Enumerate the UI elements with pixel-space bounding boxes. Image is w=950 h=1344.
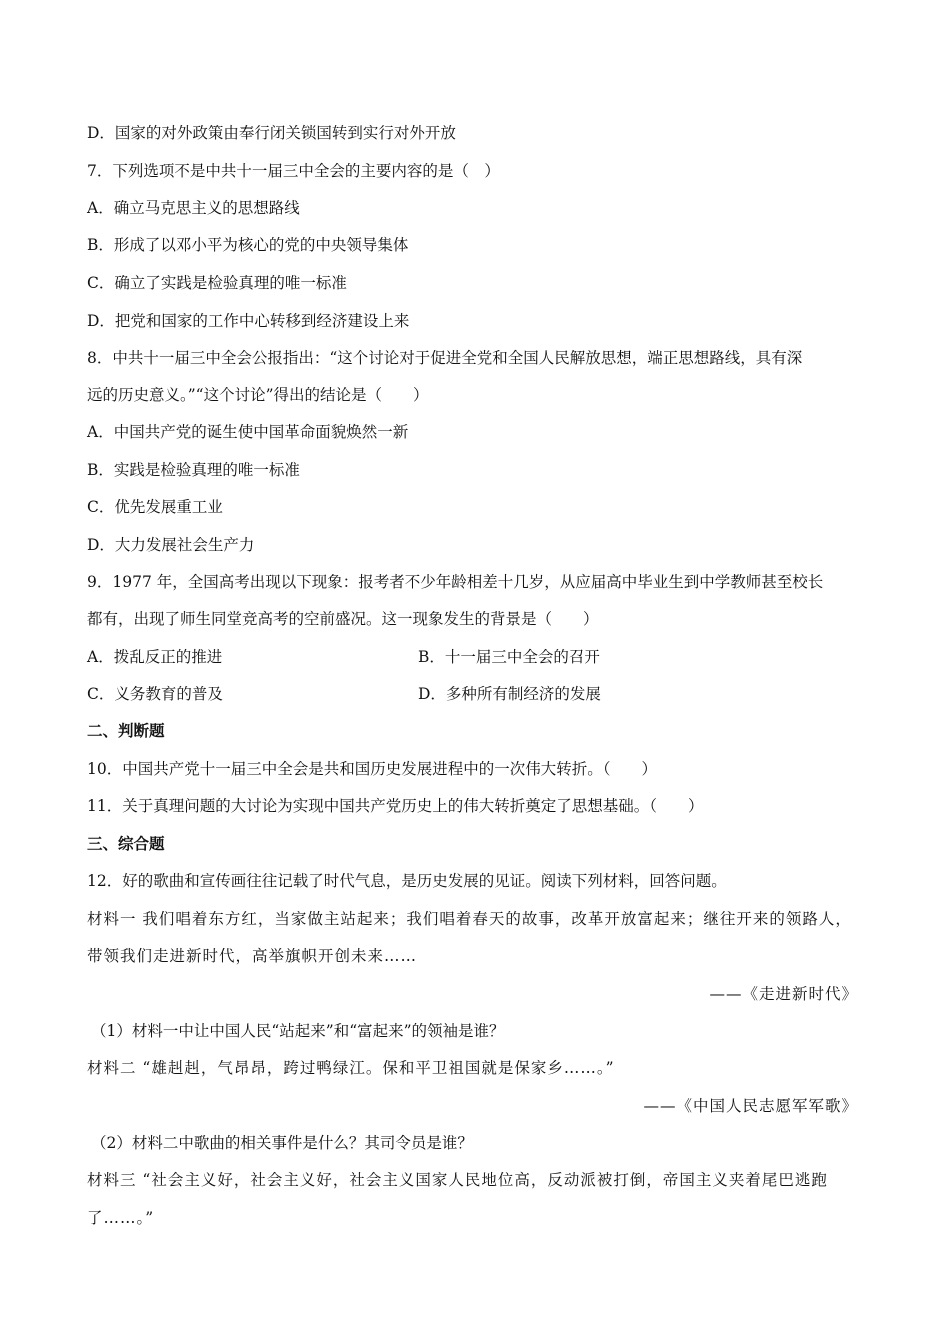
option-a: A．拨乱反正的推进 — [87, 648, 223, 666]
option-c: C．义务教育的普及 — [87, 685, 223, 703]
option-a: A．中国共产党的诞生使中国革命面貌焕然一新 — [87, 423, 409, 441]
question-11-stem: 11．关于真理问题的大讨论为实现中国共产党历史上的伟大转折奠定了思想基础。（ ） — [87, 797, 704, 815]
option-d: D．大力发展社会生产力 — [87, 536, 255, 554]
material-3-text-cont: 了……。” — [87, 1209, 155, 1227]
option-d: D．多种所有制经济的发展 — [418, 685, 601, 703]
material-1-text-cont: 带领我们走进新时代，高举旗帜开创未来…… — [87, 947, 418, 965]
question-9-stem-cont: 都有，出现了师生同堂竞高考的空前盛况。这一现象发生的背景是（ ） — [87, 610, 599, 628]
sub-question-1: （1）材料一中让中国人民“站起来”和“富起来”的领袖是谁？ — [91, 1022, 505, 1040]
option-b: B．形成了以邓小平为核心的党的中央领导集体 — [87, 236, 409, 254]
question-9-stem: 9．1977 年，全国高考出现以下现象：报考者不少年龄相差十几岁，从应届高中毕业生到中学教师甚至校长 — [87, 573, 824, 591]
sub-question-2: （2）材料二中歌曲的相关事件是什么？其司令员是谁？ — [91, 1134, 473, 1152]
option-c: C．确立了实践是检验真理的唯一标准 — [87, 274, 347, 292]
material-2-source: ——《中国人民志愿军军歌》 — [643, 1097, 858, 1115]
question-7-stem: 7．下列选项不是中共十一届三中全会的主要内容的是（ ） — [87, 162, 500, 180]
section-title-comprehensive: 三、综合题 — [87, 834, 165, 853]
option-b: B．实践是检验真理的唯一标准 — [87, 461, 300, 479]
section-title-judgment: 二、判断题 — [87, 721, 165, 740]
option-b: B．十一届三中全会的召开 — [418, 648, 600, 666]
option-d: D．把党和国家的工作中心转移到经济建设上来 — [87, 312, 410, 330]
question-8-stem: 8．中共十一届三中全会公报指出：“这个讨论对于促进全党和全国人民解放思想，端正思想路线，具有深 — [87, 349, 803, 367]
question-10-stem: 10．中国共产党十一届三中全会是共和国历史发展进程中的一次伟大转折。（ ） — [87, 760, 657, 778]
option-a: A．确立马克思主义的思想路线 — [87, 199, 300, 217]
option-c: C．优先发展重工业 — [87, 498, 223, 516]
option-d: D．国家的对外政策由奉行闭关锁国转到实行对外开放 — [87, 124, 456, 142]
material-1-source: ——《走进新时代》 — [709, 985, 858, 1003]
question-12-stem: 12．好的歌曲和宣传画往往记载了时代气息，是历史发展的见证。阅读下列材料，回答问题。 — [87, 872, 727, 890]
material-3-text: 材料三 “社会主义好，社会主义好，社会主义国家人民地位高，反动派被打倒，帝国主义夹着尾巴逃跑 — [87, 1171, 828, 1189]
material-1-text: 材料一 我们唱着东方红，当家做主站起来；我们唱着春天的故事，改革开放富起来；继往开来的领路人， — [87, 910, 852, 928]
question-8-stem-cont: 远的历史意义。”“这个讨论”得出的结论是（ ） — [87, 386, 429, 404]
material-2-text: 材料二 “雄赳赳，气昂昂，跨过鸭绿江。保和平卫祖国就是保家乡……。” — [87, 1059, 615, 1077]
